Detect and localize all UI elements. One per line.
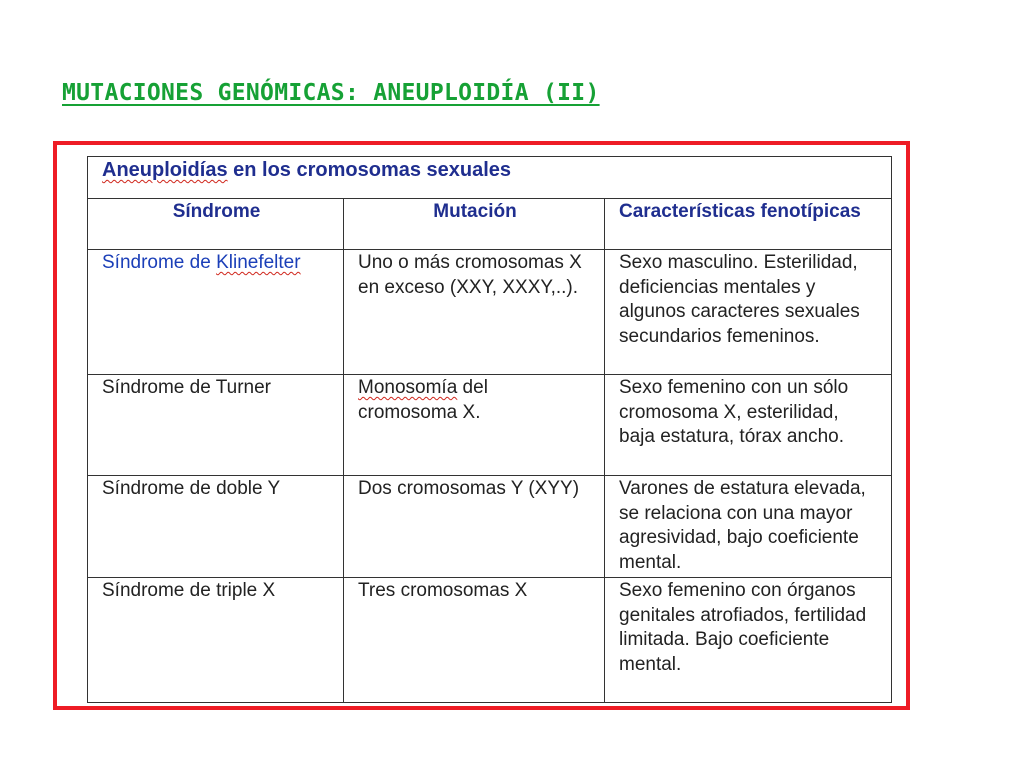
syndrome-cell: Síndrome de Turner (88, 375, 344, 476)
syndrome-cell: Síndrome de doble Y (88, 476, 344, 578)
sex-chromosome-aneuploidy-table (87, 156, 892, 703)
syndrome-link-prefix[interactable]: Síndrome de (102, 252, 217, 273)
column-header-mutation: Mutación (344, 199, 605, 250)
mutation-keyword: Monosomía (358, 377, 458, 398)
table-row (88, 476, 892, 578)
syndrome-cell: Síndrome de triple X (88, 578, 344, 703)
syndrome-link-name[interactable]: Klinefelter (216, 252, 301, 273)
table-caption-text: en los cromosomas sexuales (227, 159, 512, 181)
slide-title: MUTACIONES GENÓMICAS: ANEUPLOIDÍA (II) (62, 80, 600, 106)
table-row (88, 578, 892, 703)
syndrome-cell (88, 250, 344, 375)
traits-cell: Sexo femenino con un sólo cromosoma X, esterilidad, baja estatura, tórax ancho. (605, 375, 892, 476)
mutation-cell: Dos cromosomas Y (XYY) (344, 476, 605, 578)
mutation-text: del cromosoma X. (358, 377, 488, 423)
traits-cell: Sexo femenino con órganos genitales atrofiados, fertilidad limitada. Bajo coeficiente mental. (605, 578, 892, 703)
traits-cell: Varones de estatura elevada, se relaciona con una mayor agresividad, bajo coeficiente mental. (605, 476, 892, 578)
column-header-traits: Características fenotípicas (605, 199, 892, 250)
mutation-cell: Uno o más cromosomas X en exceso (XXY, XXXY,..). (344, 250, 605, 375)
mutation-cell: Tres cromosomas X (344, 578, 605, 703)
column-header-syndrome: Síndrome (88, 199, 344, 250)
table-row (88, 375, 892, 476)
table-header-row (88, 199, 892, 250)
traits-cell: Sexo masculino. Esterilidad, deficiencias mentales y algunos caracteres sexuales secundarios femeninos. (605, 250, 892, 375)
table-caption (88, 157, 892, 199)
table-caption-row (88, 157, 892, 199)
table-row (88, 250, 892, 375)
mutation-cell (344, 375, 605, 476)
table-caption-keyword: Aneuploidías (102, 159, 228, 181)
